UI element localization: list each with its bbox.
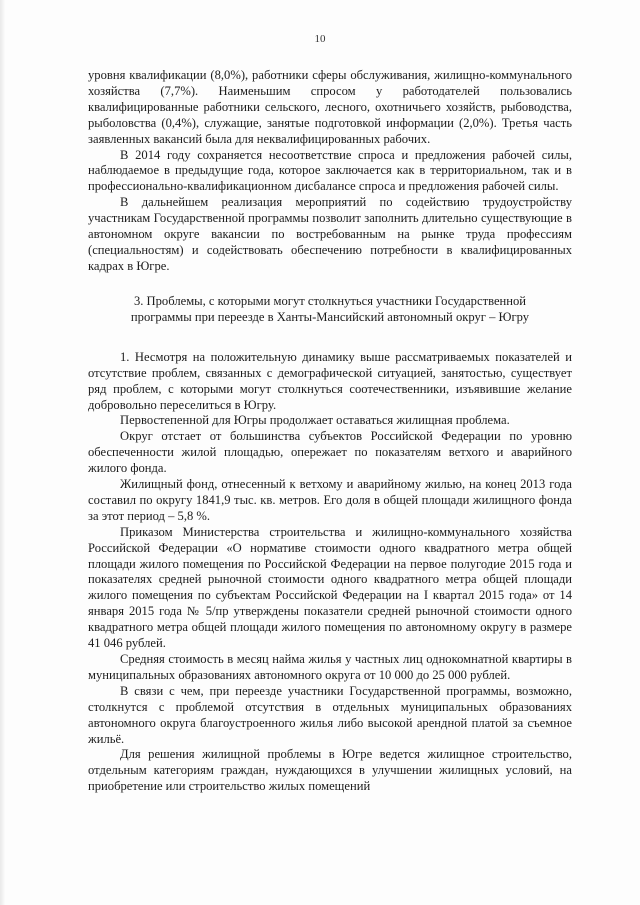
document-body [88,68,572,795]
paragraph: Приказом Министерства строительства и жилищно-коммунального хозяйства Российской Федерации «О нормативе стоимости одного квадратного метра общей площади жилого помещения по Российской Федерации на первое полугодие 2015 года и показателях средней рыночной стоимости одного квадратного метра общей площади жилого помещения по субъектам Российской Федерации на I квартал 2015 года» от 14 января 2015 года № 5/пр утверждены показатели средней рыночной стоимости одного квадратного метра общей площади жилого помещения по автономному округу в размере 41 046 рублей. [88,524,572,651]
paragraph: Средняя стоимость в месяц найма жилья у частных лиц однокомнатной квартиры в муниципальных образованиях автономного округа от 10 000 до 25 000 рублей. [88,652,572,682]
paragraph: 1. Несмотря на положительную динамику выше рассматриваемых показателей и отсутствие проблем, связанных с демографической ситуацией, занятостью, существует ряд проблем, с которыми могут столкнуться соотечественники, изъявившие желание добровольно переселиться в Югру. [88,349,572,412]
paragraph: В связи с чем, при переезде участники Государственной программы, возможно, столкнутся с проблемой отсутствия в отдельных муниципальных образованиях автономного округа благоустроенного жилья либо высокой арендной платой за съемное жильё. [88,683,572,746]
paragraph: Первостепенной для Югры продолжает оставаться жилищная проблема. [120,413,510,428]
section-heading [88,293,572,326]
paragraph: Для решения жилищной проблемы в Югре ведется жилищное строительство, отдельным категориям граждан, нуждающихся в улучшении жилищных условий, на приобретение или строительство жилых помещений [88,747,572,794]
page-number: 10 [314,33,326,45]
paragraph: В дальнейшем реализация мероприятий по содействию трудоустройству участникам Государственной программы позволит заполнить длительно существующие в автономном округе вакансии по востребованным на рынке труда профессиям (специальностям) и содействовать обеспечению потребности в квалифицированных кадрах в Югре. [88,195,572,273]
paragraph: Жилищный фонд, отнесенный к ветхому и аварийному жилью, на конец 2013 года составил по округу 1841,9 тыс. кв. метров. Его доля в общей площади жилищного фонда за этот период – 5,8 %. [88,477,572,523]
section-heading-line: 3. Проблемы, с которыми могут столкнуться участники Государственной [133,293,527,308]
paragraph: Округ отстает от большинства субъектов Российской Федерации по уровню обеспеченности жилой площадью, опережает по показателям ветхого и аварийного жилого фонда. [88,429,572,476]
paragraph: В 2014 году сохраняется несоответствие спроса и предложения рабочей силы, наблюдаемое в предыдущие года, которое заключается как в территориальном, так и в профессионально-квалификационном дисбалансе спроса и предложения рабочей силы. [88,147,572,194]
scan-edge [0,0,6,905]
paragraph: уровня квалификации (8,0%), работники сферы обслуживания, жилищно-коммунального хозяйства (7,7%). Наименьшим спросом у работодателей пользовались квалифицированные работники сельского, лесного, охотничьего хозяйств, рыбоводства, рыболовства (0,4%), служащие, занятые подготовкой информации (2,0%). Третья часть заявленных вакансий была для неквалифицированных рабочих. [88,68,572,146]
section-heading-line: программы при переезде в Ханты-Мансийский автономный округ – Югру [130,310,530,325]
